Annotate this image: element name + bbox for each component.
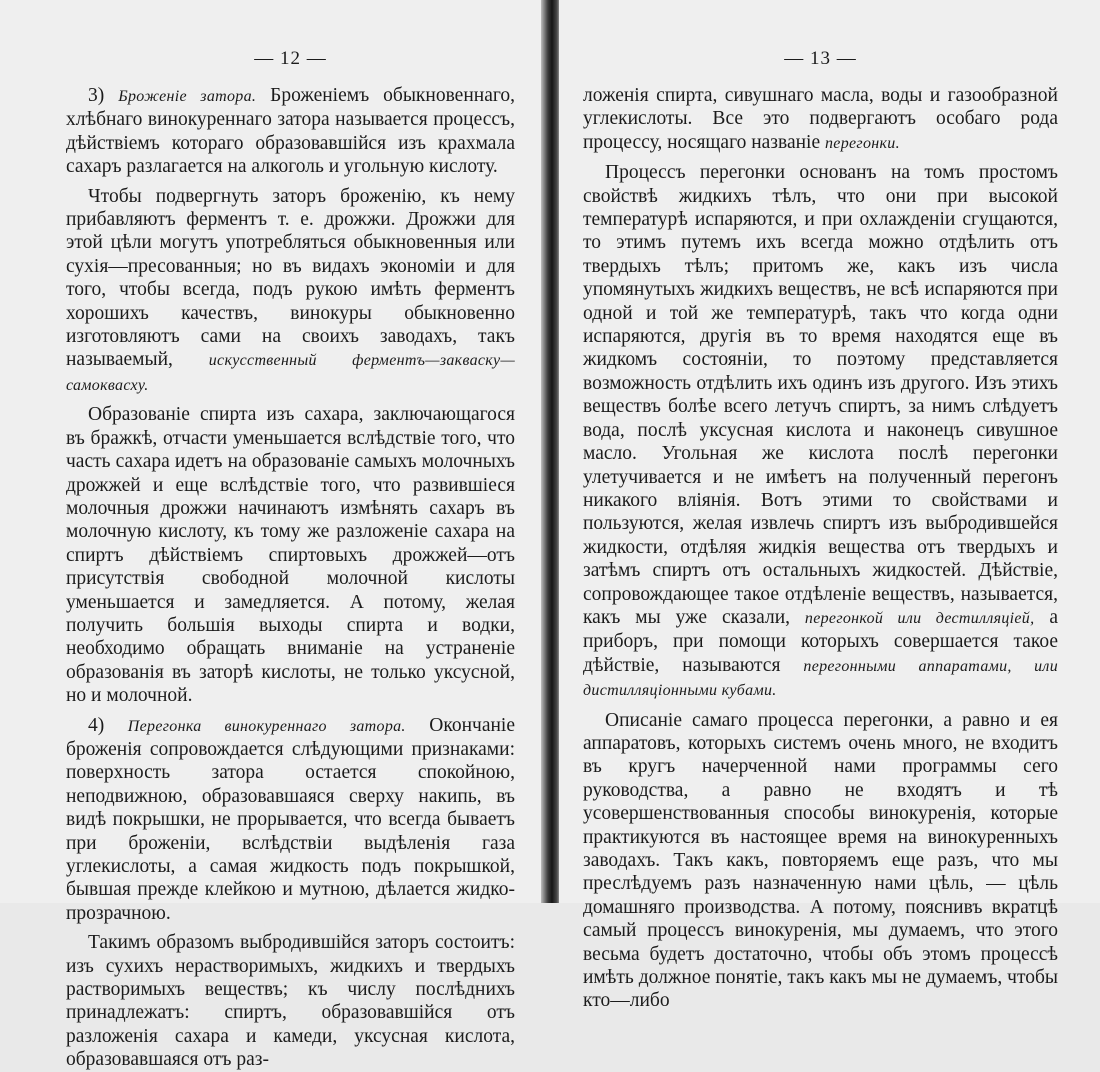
section-title: Перегонка винокуреннаго затора. (127, 717, 406, 735)
paragraph-text: Описаніе самаго процесса перегонки, а равно и ея аппаратовъ, которыхъ системъ очень много, не входитъ въ кругъ начерченной нами программы сего руководства, а равно не входятъ и тѣ усовершенствованныя способы винокуренія, которые практикуются въ настоящее время на винокуренныхъ заводахъ. Такъ какъ, повторяемъ еще разъ, что мы преслѣдуемъ разъ назначенную нами цѣль, — цѣль домашняго производства. А потому, пояснивъ вкратцѣ самый процессъ винокуренія, мы думаемъ, что этого весьма будетъ достаточно, чтобы объ этомъ процессѣ имѣть должное понятіе, такъ какъ мы не думаемъ, чтобы кто—либо (583, 709, 1058, 1012)
paragraph (583, 161, 1058, 702)
paragraph (66, 931, 515, 1071)
paragraph-text: Броженіемъ обыкновеннаго, хлѣбнаго винокуреннаго затора называется процессъ, дѣйствіемъ котораго образовавшійся изъ крахмала сахаръ разлагается на алкоголь и угольную кислоту. (66, 85, 515, 178)
italic-term: перегонки. (825, 134, 900, 152)
paragraph-text: Такимъ образомъ выбродившійся заторъ состоитъ: изъ сухихъ нерастворимыхъ, жидкихъ и твердыхъ растворимыхъ веществъ; къ числу послѣднихъ принадлежатъ: спиртъ, образовавшійся отъ разложенія сахара и камеди, уксусная кислота, образовавшаяся отъ раз- (66, 932, 515, 1071)
paragraph-text: Образованіе спирта изъ сахара, заключающагося въ бражкѣ, отчасти уменьшается вслѣдствіе того, что часть сахара идетъ на образованіе самыхъ молочныхъ дрожжей и еще вслѣдствіе того, что развившіеся молочныя дрожжи начинаютъ измѣнять сахаръ въ молочную кислоту, къ тому же разложеніе сахара на спиртъ дѣйствіемъ спиртовыхъ дрожжей—отъ присутствія свободной молочной кислоты уменьшается и замедляется. А потому, желая получить большія выходы спирта и водки, необходимо обращать вниманіе на устраненіе образованія въ заторѣ кислоты, не только уксусной, но и молочной. (66, 404, 515, 707)
page-body (583, 84, 1058, 1013)
paragraph (66, 84, 515, 179)
paragraph (583, 84, 1058, 155)
paragraph (66, 403, 515, 707)
item-number: 3) (88, 85, 105, 106)
paragraph-text: Чтобы подвергнуть заторъ броженію, къ нему прибавляютъ ферментъ т. е. дрожжи. Дрожжи для этой цѣли могутъ употребляться обыкновенныя или сухія—пресованныя; но въ видахъ экономіи и для того, чтобы всегда, подъ рукою имѣть ферментъ хорошихъ качествъ, винокуры обыкновенно изготовляютъ сами на своихъ заводахъ, такъ называемый, (66, 185, 515, 371)
item-number: 4) (88, 714, 105, 736)
italic-term: перегонкой или дестилляціей, (804, 609, 1035, 627)
paragraph-text: ложенія спирта, сивушнаго масла, воды и газообразной углекислоты. Все это подвергаютъ особаго рода процессу, носящаго названіе (583, 85, 1058, 153)
paragraph (583, 709, 1058, 1013)
paragraph (66, 714, 515, 926)
paragraph-text: а приборъ, при помощи которыхъ совершается такое дѣйствіе, называются (583, 606, 1058, 676)
right-page (559, 0, 1100, 1012)
paragraph-text: Окончаніе броженія сопровождается слѣдующими признаками: поверхность затора остается спокойною, неподвижною, образовавшаяся сверху накипь, въ видѣ покрышки, не прорывается, что всегда бываетъ при броженіи, вслѣдствіи выдѣленія газа углекислоты, а самая жидкость подъ покрышкой, бывшая прежде клейкою и мутною, дѣлается жидко-прозрачною. (66, 714, 515, 924)
page-number: — 12 — (254, 48, 327, 69)
paragraph (66, 185, 515, 398)
page-number: — 13 — (784, 48, 857, 69)
left-page (0, 0, 543, 1071)
section-title: Броженіе затора. (118, 88, 257, 105)
italic-term: искусственный ферментъ—закваску—самоквасху. (66, 352, 515, 394)
page-body (66, 84, 515, 1072)
italic-term: перегонными аппаратами, или дистилляціонными кубами. (583, 657, 1058, 700)
paragraph-text: Процессъ перегонки основанъ на томъ простомъ свойствѣ жидкихъ тѣлъ, что они при высокой температурѣ испаряются, и при охлажденіи сгущаются, то этимъ путемъ ихъ всегда можно отдѣлить отъ твердыхъ тѣлъ; притомъ же, какъ изъ числа упомянутыхъ жидкихъ веществъ, не всѣ испаряются при одной и той же температурѣ, такъ что когда одни испаряются, другія въ то время находятся еще въ жидкомъ состояніи, то поэтому представляется возможность отдѣлить ихъ одинъ изъ другого. Изъ этихъ веществъ болѣе всего летучъ спиртъ, за нимъ слѣдуетъ вода, послѣ уксусная кислота и наконецъ сивушное масло. Угольная же кислота послѣ перегонки улетучивается и не имѣетъ на полученный перегонъ никакого вліянія. Вотъ этими то свойствами и пользуются, желая извлечь спиртъ изъ выбродившейся жидкости, отдѣляя жидкія вещества отъ твердыхъ и затѣмъ спиртъ отъ остальныхъ жидкостей. Дѣйствіе, сопровождающее такое отдѣленіе веществъ, называется, какъ мы уже сказали, (583, 162, 1058, 628)
book-spine (541, 0, 561, 903)
